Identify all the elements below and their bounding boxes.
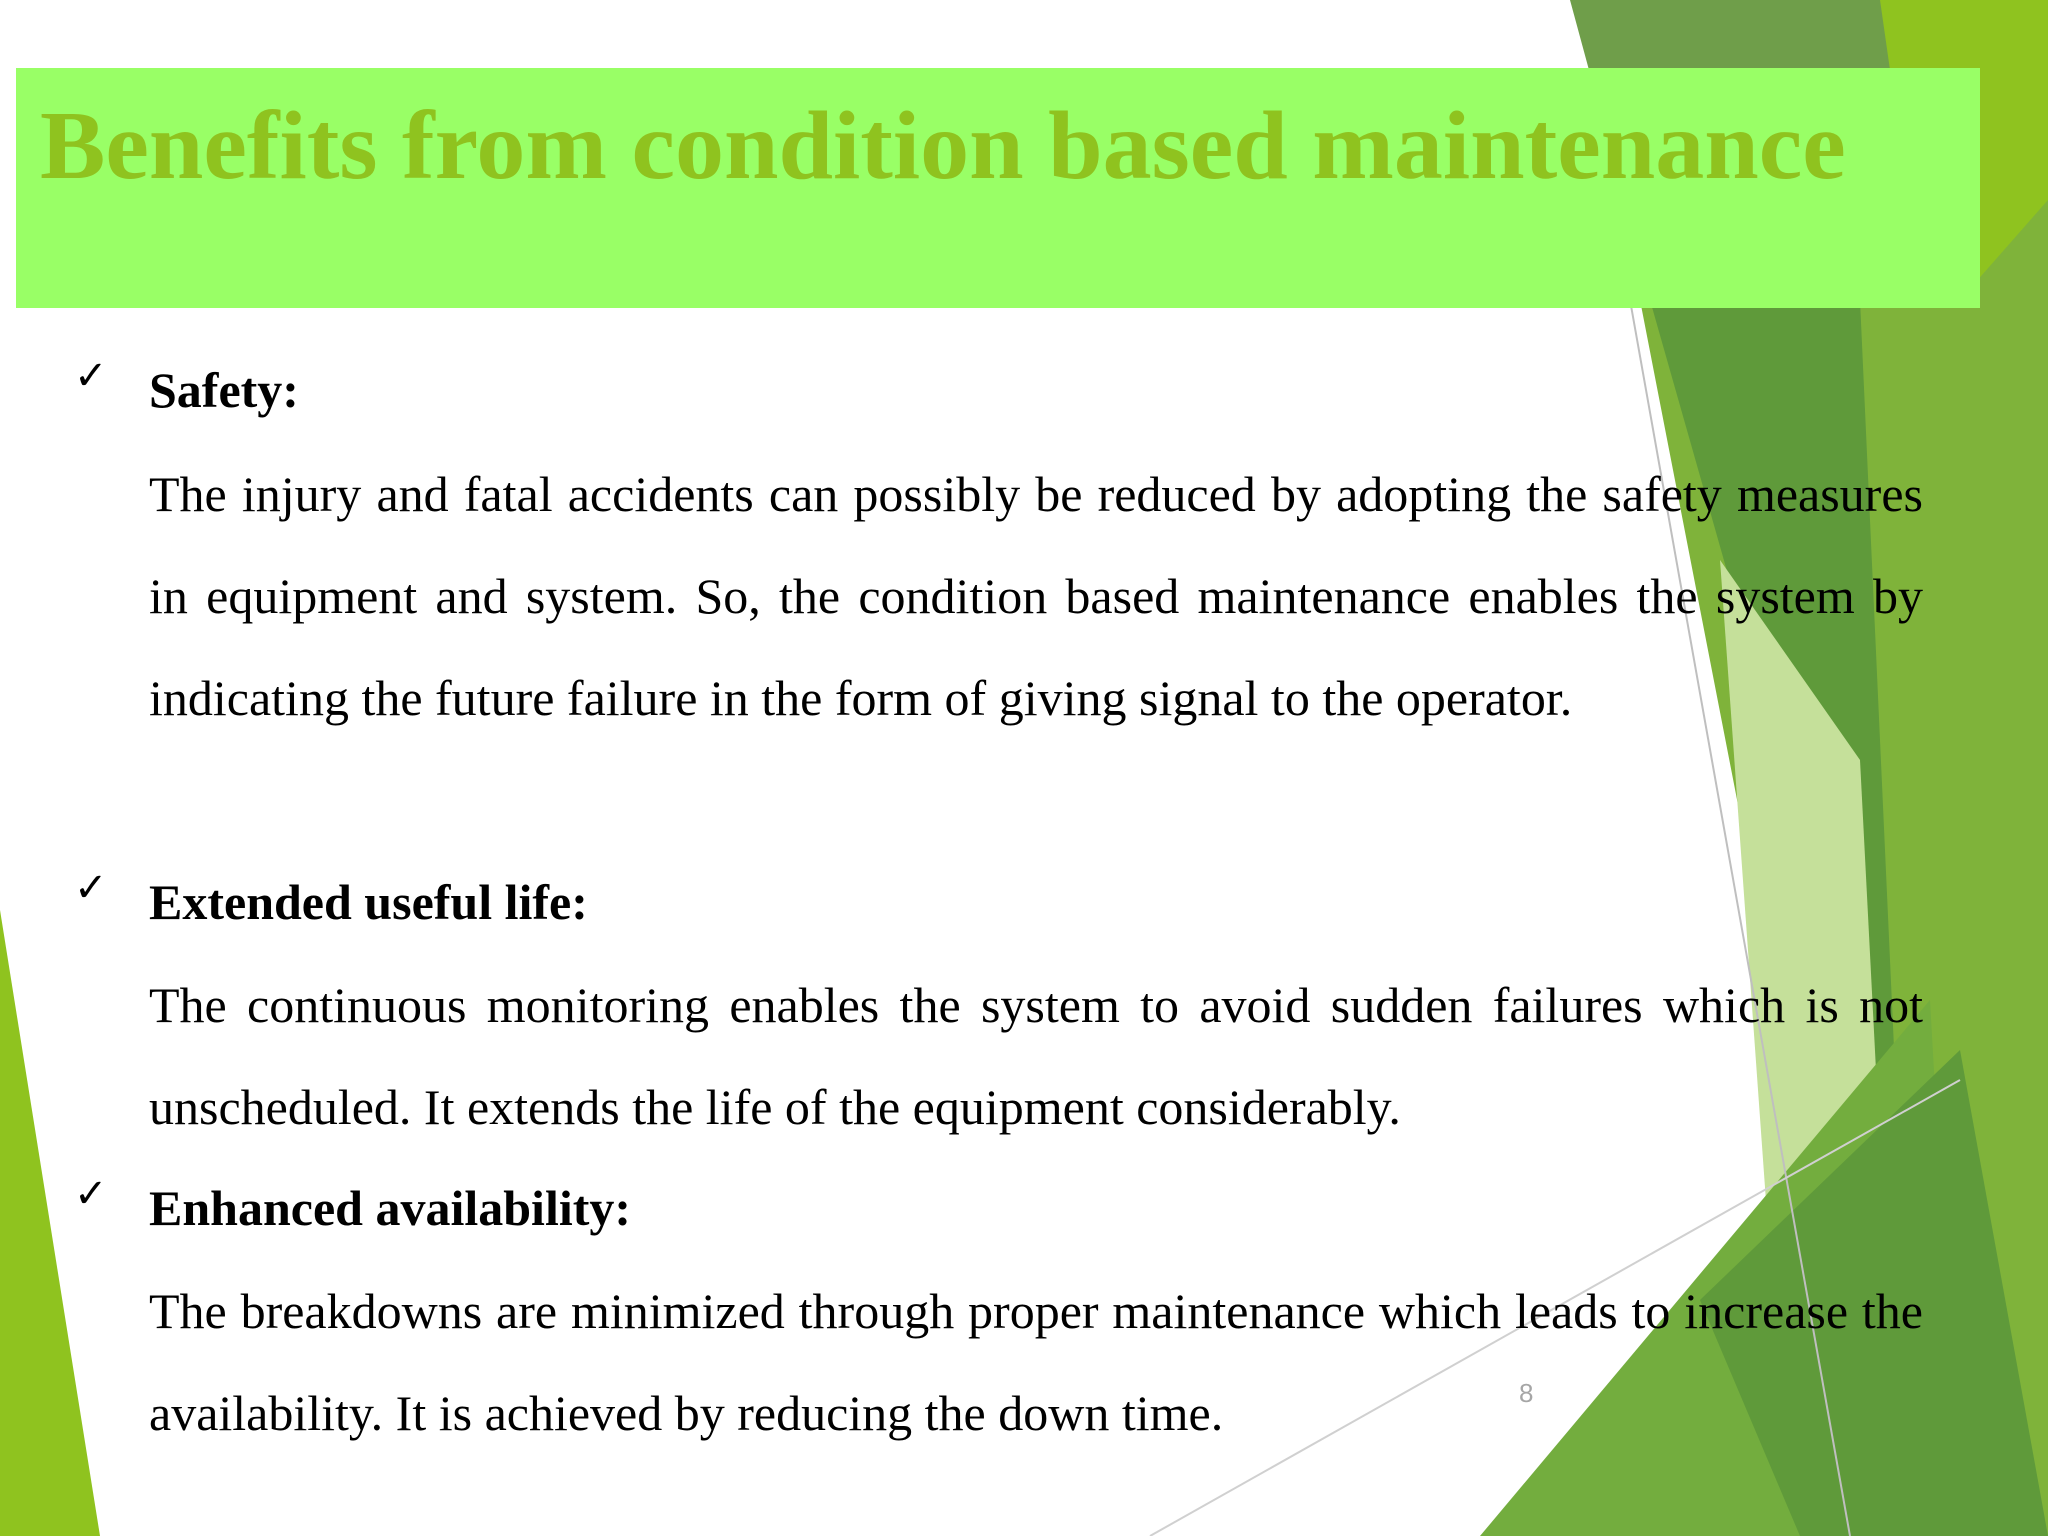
check-icon: ✓: [74, 1171, 108, 1217]
bullet-text-availability: The breakdowns are minimized through proper maintenance which leads to increase the availability. It is achieved by reducing the down time.: [149, 1283, 1923, 1441]
slide-title: Benefits from condition based maintenance: [40, 92, 1846, 200]
bullet-text-extended-life: The continuous monitoring enables the system to avoid sudden failures which is not unscheduled. It extends the life of the equipment considerably.: [149, 977, 1923, 1135]
bullet-heading-availability: Enhanced availability:: [149, 1180, 632, 1236]
bullet-text-safety: The injury and fatal accidents can possibly be reduced by adopting the safety measures in equipment and system. So, the condition based maintenance enables the system by indicating the future failure in the form of giving signal to the operator.: [149, 466, 1923, 726]
bullet-heading-safety: Safety:: [149, 362, 299, 418]
bullet-heading-extended-life: Extended useful life:: [149, 874, 588, 930]
check-icon: ✓: [74, 353, 108, 399]
check-icon: ✓: [74, 865, 108, 911]
page-number: 8: [1519, 1378, 1534, 1408]
